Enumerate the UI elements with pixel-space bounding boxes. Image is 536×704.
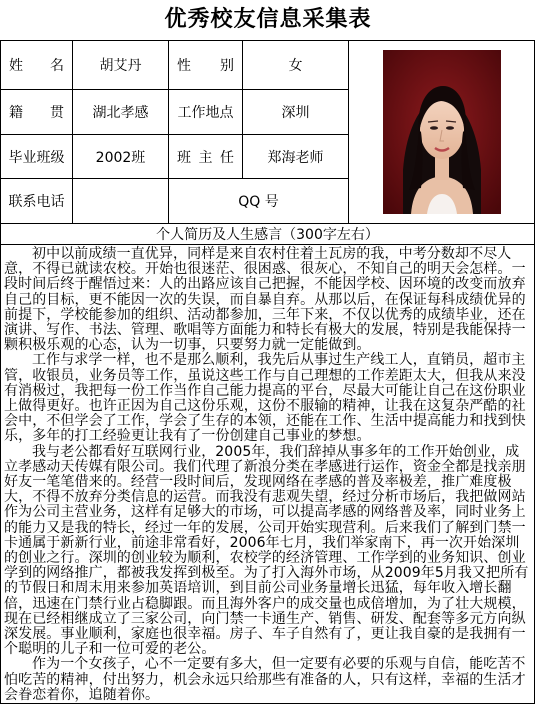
- class-value: 2002班: [73, 135, 169, 179]
- teacher-label-char-2: 主: [198, 149, 213, 166]
- hometown-value: 湖北孝感: [73, 90, 169, 135]
- profile-paragraph: 初中以前成绩一直优异，同样是来自农村住着土瓦房的我，中考分数却不尽人意，不得已就读农校。开始也很迷茫、很困惑、很灰心，不知自己的明天会怎样。一段时间后终于醒悟过来：人的出路应该自己把握，不能因学校、因环境的改变而放弃自己的目标，更不能因一次的失误，而自暴自弃。从那以后，在保证每科成绩优异的前提下，学校能参加的组织、活动都参加，三年下来，不仅以优秀的成绩毕业，还在演讲、写作、书法、管理、歌唱等方面能力和特长有极大的发展，特别是我能保持一颗积极乐观的心态，认为一切事，只要努力就一定能做到。: [4, 246, 526, 354]
- profile-paragraph: 作为一个女孩子，心不一定要有多大，但一定要有必要的乐观与自信，能吃苦不怕吃苦的精神，付出努力，机会永远只给那些有准备的人，只有这样，幸福的生活才会眷恋着你，追随着你。: [4, 656, 526, 703]
- name-label-cell: [1, 41, 73, 90]
- portrait-photo-icon: [383, 50, 501, 214]
- name-value: 胡艾丹: [73, 41, 169, 90]
- name-label-char-2: 名: [50, 58, 64, 74]
- profile-body: [1, 245, 535, 704]
- workplace-label: 工作地点: [169, 90, 243, 135]
- info-form-table: [0, 40, 535, 704]
- teacher-label-char-1: 班: [177, 149, 191, 166]
- teacher-value: 郑海老师: [243, 135, 349, 179]
- teacher-label-char-3: 任: [220, 149, 234, 166]
- photo-cell: [349, 41, 535, 224]
- workplace-value: 深圳: [243, 90, 349, 135]
- profile-heading: 个人简历及人生感言（300字左右）: [1, 224, 535, 245]
- gender-label-cell: [169, 41, 243, 90]
- gender-label-char-1: 性: [177, 58, 191, 74]
- gender-value: 女: [243, 41, 349, 90]
- gender-label-char-2: 别: [220, 58, 234, 74]
- page-title: 优秀校友信息采集表: [164, 7, 372, 32]
- profile-paragraph: 我与老公都看好互联网行业，2005年，我们辞掉从事多年的工作开始创业，成立孝感动天传媒有限公司。我们代理了新浪分类在孝感进行运作，资金全都是找亲朋好友一笔笔借来的。经营一段时间后，发现网络在孝感的普及率极差，推广难度极大，不得不放弃分类信息的运营。而我没有悲观失望，经过分析市场后，我把做网站作为公司主营业务，这样有足够大的市场，可以提高孝感的网络普及率，同时业务上的能力又是我的特长，经过一年的发展，公司开始实现营利。后来我们了解到门禁一卡通属于新新行业，前途非常看好，2006年七月，我们举家南下，再一次开始深圳的创业之行。深圳的创业较为顺利，农校学的经济管理、工作学到的业务知识、创业学到的网络推广，都被我发挥到极至。为了打入海外市场，从2009年5月我又把所有的节假日和周末用来参加英语培训，到目前公司业务量增长迅猛，每年收入增长翻倍，迅速在门禁行业占稳脚跟。而且海外客户的成交量也成倍增加，为了壮大规模，现在已经相继成立了三家公司，向门禁一卡通生产、销售、研发、配套等多元方向纵深发展。事业顺利，家庭也很幸福。房子、车子自然有了，更让我自豪的是我拥有一个聪明的儿子和一位可爱的老公。: [4, 443, 529, 658]
- phone-value: [73, 179, 169, 224]
- name-label-char-1: 姓: [9, 58, 23, 74]
- qq-label: QQ 号: [169, 179, 349, 224]
- profile-paragraph: 工作与求学一样，也不是那么顺利，我先后从事过生产线工人，直销员，超市主管，收银员，业务员等工作，虽说这些工作与自己理想的工作差距太大，但我从来没有消极过，我把每一份工作当作自己能力提高的平台，尽最大可能让自己在这份职业上做得更好。也许正因为自己这份乐观，这份不服输的精神，让我在这复杂严酷的社会中，不但学会了工作，学会了生存的本领，还能在工作、生活中提高能力和找到快乐，多年的打工经验更让我有了一份创建自己事业的梦想。: [4, 352, 526, 445]
- hometown-label-cell: [1, 90, 73, 135]
- phone-label: 联系电话: [1, 179, 73, 224]
- portrait-photo: [383, 50, 501, 214]
- teacher-label-cell: [169, 135, 243, 179]
- class-label: 毕业班级: [1, 135, 73, 179]
- hometown-label-char-1: 籍: [9, 105, 23, 121]
- hometown-label-char-2: 贯: [50, 105, 64, 121]
